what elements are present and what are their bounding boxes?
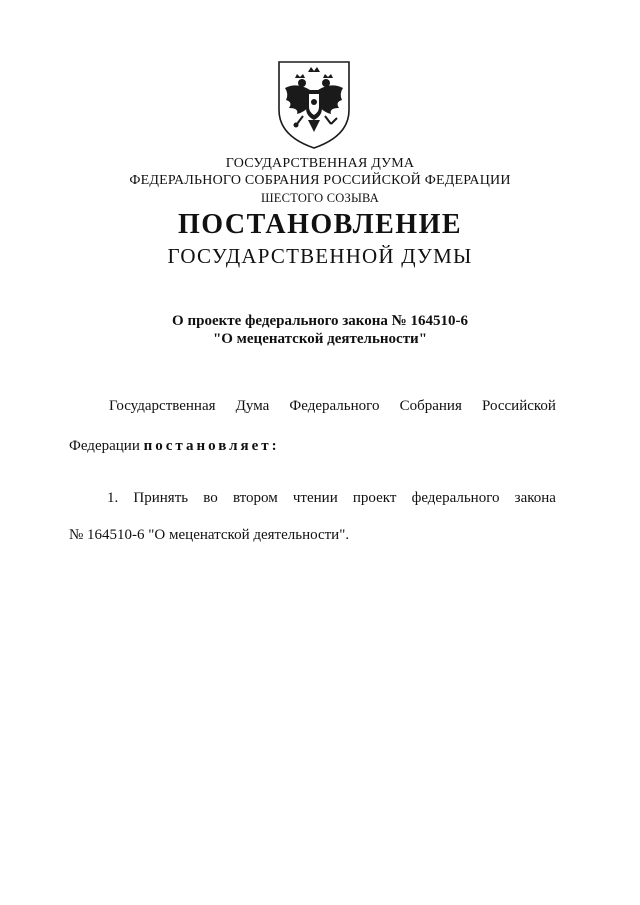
decree-verb: постановляет: (143, 438, 280, 454)
issuer-parliament-line: ФЕДЕРАЛЬНОГО СОБРАНИЯ РОССИЙСКОЙ ФЕДЕРАЦИИ (129, 173, 511, 188)
item-1-line-1 (107, 490, 556, 507)
preamble-word: Дума (235, 398, 270, 414)
item-1-word: 1. (107, 490, 119, 506)
preamble-word: Собрания (399, 398, 462, 414)
item-1-word: Принять (133, 490, 189, 506)
document-issuer-subtitle: ГОСУДАРСТВЕННОЙ ДУМЫ (167, 244, 473, 268)
preamble-word: Государственная (109, 398, 216, 414)
preamble-line-1 (109, 398, 556, 415)
item-1-word: федерального (411, 490, 500, 506)
item-1-word: чтении (292, 490, 338, 506)
item-1-word: закона (514, 490, 556, 506)
issuer-name-line: ГОСУДАРСТВЕННАЯ ДУМА (225, 156, 415, 171)
item-1-line-2: № 164510-6 "О меценатской деятельности". (69, 527, 350, 543)
document-type-title: ПОСТАНОВЛЕНИЕ (177, 209, 463, 240)
item-1-word: во (203, 490, 218, 506)
preamble-word: Федерального (289, 398, 380, 414)
convocation-line: ШЕСТОГО СОЗЫВА (260, 191, 380, 205)
preamble-line-2-start: Федерации (69, 438, 144, 454)
subject-line-2: "О меценатской деятельности" (212, 331, 428, 347)
preamble-word: Российской (482, 398, 556, 414)
subject-line-1: О проекте федерального закона № 164510-6 (172, 313, 468, 329)
preamble-line-2 (69, 438, 280, 455)
item-1-word: втором (232, 490, 278, 506)
item-1-word: проект (352, 490, 397, 506)
coat-of-arms-emblem (275, 58, 353, 150)
